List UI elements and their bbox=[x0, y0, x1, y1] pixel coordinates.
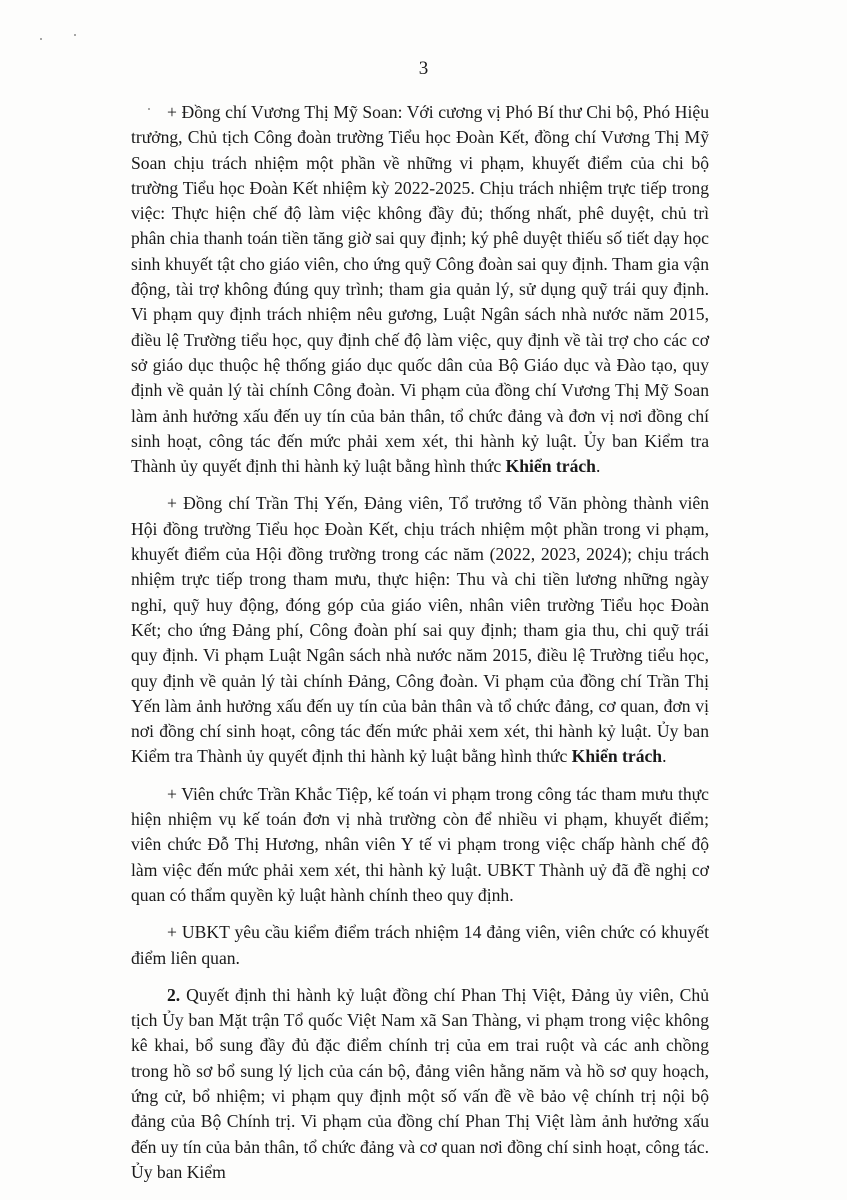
paragraph-text-end: . bbox=[662, 746, 667, 767]
paragraph-tran-thi-yen bbox=[131, 491, 709, 769]
discipline-form: Khiển trách bbox=[571, 746, 663, 767]
paragraph-text-end: . bbox=[595, 456, 601, 477]
paragraph-vien-chuc bbox=[131, 782, 709, 908]
paragraph-vuong-thi-my-soan bbox=[131, 100, 709, 479]
paragraph-text: + Đồng chí Vương Thị Mỹ Soan: Với cương vị Phó Bí thư Chi bộ, Phó Hiệu trưởng, Chủ tịch Công đoàn trường Tiểu học Đoàn Kết, đồng chí Vương Thị Mỹ Soan chịu trách nhiệm một phần về những vi phạm, khuyết điểm của chi bộ trường Tiểu học Đoàn Kết nhiệm kỳ 2022-2025. Chịu trách nhiệm trực tiếp trong việc: Thực hiện chế độ làm việc không đầy đủ; thống nhất, phê duyệt, chủ trì phân chia thanh toán tiền tăng giờ sai quy định; ký phê duyệt thiếu số tiết dạy học sinh khuyết tật cho giáo viên, cho ứng quỹ Công đoàn sai quy định. Tham gia vận động, tài trợ không đúng quy trình; tham gia quản lý, sử dụng quỹ trái quy định. Vi phạm quy định trách nhiệm nêu gương, Luật Ngân sách nhà nước năm 2015, điều lệ Trường tiểu học, quy định chế độ làm việc, quy định về tài trợ cho các cơ sở giáo dục thuộc hệ thống giáo dục quốc dân của Bộ Giáo dục và Đào tạo, quy định về quản lý tài chính Công đoàn. Vi phạm của đồng chí Vương Thị Mỹ Soan làm ảnh hưởng xấu đến uy tín của bản thân, tổ chức đảng và đơn vị nơi đồng chí sinh hoạt, công tác đến mức phải xem xét, thi hành kỷ luật. Ủy ban Kiểm tra Thành ủy quyết định thi hành kỷ luật bằng hình thức bbox=[131, 102, 709, 477]
paragraph-text: + UBKT yêu cầu kiểm điểm trách nhiệm 14 đảng viên, viên chức có khuyết điểm liên quan. bbox=[131, 922, 709, 968]
discipline-form: Khiển trách bbox=[505, 456, 596, 477]
scan-speck bbox=[40, 38, 42, 40]
scan-speck bbox=[74, 34, 76, 36]
paragraph-ubkt-kiem-diem bbox=[131, 920, 709, 971]
paragraph-section-2 bbox=[131, 983, 709, 1185]
document-body bbox=[131, 100, 709, 1185]
paragraph-text: + Viên chức Trần Khắc Tiệp, kế toán vi phạm trong công tác tham mưu thực hiện nhiệm vụ kế toán đơn vị nhà trường còn để nhiều vi phạm, khuyết điểm; viên chức Đỗ Thị Hương, nhân viên Y tế vi phạm trong việc chấp hành chế độ làm việc đến mức phải xem xét, thi hành kỷ luật. UBKT Thành uỷ đã đề nghị cơ quan có thẩm quyền kỷ luật hành chính theo quy định. bbox=[131, 783, 709, 905]
section-number: 2. bbox=[167, 984, 181, 1005]
paragraph-text: + Đồng chí Trần Thị Yến, Đảng viên, Tổ trưởng tổ Văn phòng thành viên Hội đồng trường Tiểu học Đoàn Kết, chịu trách nhiệm một phần trong vi phạm, khuyết điểm của Hội đồng trường trong các năm (2022, 2023, 2024); chịu trách nhiệm trực tiếp trong tham mưu, thực hiện: Thu và chi tiền lương những ngày nghỉ, quỹ huy động, đóng góp của giáo viên, nhân viên trường Tiểu học Đoàn Kết; cho ứng Đảng phí, Công đoàn phí sai quy định; tham gia thu, chi quỹ trái quy định. Vi phạm Luật Ngân sách nhà nước năm 2015, điều lệ Trường tiểu học, quy định về quản lý tài chính Đảng, Công đoàn. Vi phạm của đồng chí Trần Thị Yến làm ảnh hưởng xấu đến uy tín của bản thân và tổ chức đảng, cơ quan, đơn vị nơi đồng chí sinh hoạt, công tác đến mức phải xem xét, thi hành kỷ luật. Ủy ban Kiểm tra Thành ủy quyết định thi hành kỷ luật bằng hình thức bbox=[131, 493, 709, 767]
paragraph-text: Quyết định thi hành kỷ luật đồng chí Phan Thị Việt, Đảng ủy viên, Chủ tịch Ủy ban Mặt trận Tổ quốc Việt Nam xã San Thàng, vi phạm trong việc không kê khai, bổ sung đầy đủ đặc điểm chính trị của em trai ruột và các anh chồng trong hồ sơ bổ sung lý lịch của cán bộ, đảng viên hằng năm và hồ sơ quy hoạch, ứng cử, bổ nhiệm; vi phạm quy định một số vấn đề về bảo vệ chính trị nội bộ đảng của Bộ Chính trị. Vi phạm của đồng chí Phan Thị Việt làm ảnh hưởng xấu đến uy tín của bản thân, tổ chức đảng và cơ quan nơi đồng chí sinh hoạt, công tác. Ủy ban Kiểm bbox=[131, 984, 709, 1182]
page-number: 3 bbox=[418, 58, 429, 79]
